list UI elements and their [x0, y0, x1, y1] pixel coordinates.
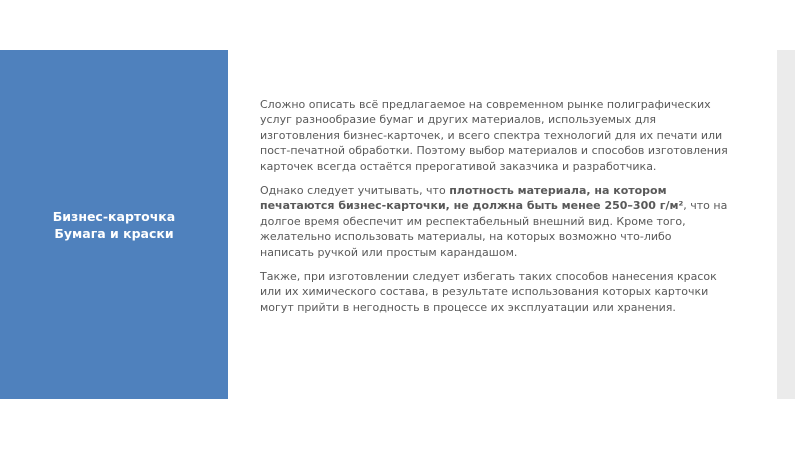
side-accent-bar — [777, 50, 795, 399]
paragraph-2-end: , что на долгое время обеспечит им респектабельный внешний вид. Кроме того, желательно использовать материалы, на которых возможно что-либо написать ручкой или простым карандашом. — [260, 199, 728, 259]
paragraph-1: Сложно описать всё предлагаемое на современном рынке полиграфических услуг разнообразие бумаг и других материалов, используемых для изготовления бизнес-карточек, и всего спектра технологий для их печати или пост-печатной обработки. Поэтому выбор материалов и способов изготовления карточек всегда остаётся прерогативой заказчика и разработчика. — [260, 98, 728, 173]
paragraph-2-bold: плотность материала, на котором печатаются бизнес-карточки, не должна быть менее 250–300 г/м² — [260, 184, 684, 213]
paragraph-3: Также, при изготовлении следует избегать таких способов нанесения красок или их химического состава, в результате использования которых карточки могут прийти в негодность в процессе их эксплуатации или хранения. — [260, 270, 717, 314]
paragraph-2-start: Однако следует учитывать, что — [260, 184, 450, 198]
slide-title-line-1: Бизнес-карточка — [52, 209, 176, 224]
paragraph-2 — [260, 183, 728, 260]
slide-title-line-2: Бумага и краски — [54, 226, 174, 241]
slide-body — [260, 97, 728, 324]
slide-title — [0, 208, 228, 242]
